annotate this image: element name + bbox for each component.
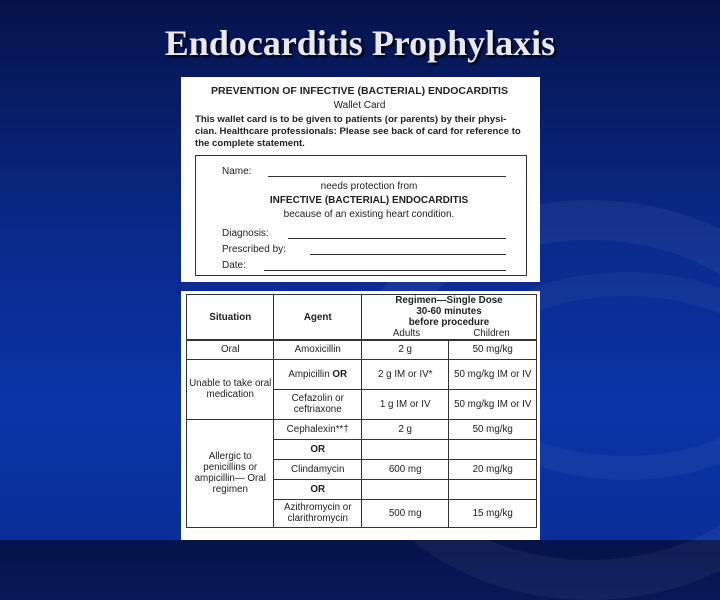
header-situation: Situation — [187, 295, 274, 341]
dose-children-amoxicillin: 50 mg/kg — [449, 340, 537, 359]
situation-allergic: Allergic to penicillins or ampicillin— Oral regimen — [187, 419, 274, 527]
ampicillin-name: Ampicillin — [288, 368, 330, 380]
dose-adults-azithromycin: 500 mg — [361, 499, 448, 527]
dose-children-clindamycin: 20 mg/kg — [449, 459, 537, 479]
card-form-box — [195, 155, 527, 276]
dose-children-cephalexin: 50 mg/kg — [449, 419, 537, 439]
header-agent: Agent — [274, 295, 361, 341]
header-regimen — [361, 295, 536, 341]
empty-cell — [449, 439, 537, 459]
header-adults: Adults — [392, 328, 421, 339]
regimen-table — [186, 294, 537, 528]
regimen-table-panel — [181, 291, 540, 540]
slide-title: Endocarditis Prophylaxis — [164, 23, 556, 63]
card-note: This wallet card is to be given to patients (or parents) by their physi-cian. Healthcare professionals: Please see back of card for reference to the complete statement. — [195, 114, 521, 149]
dose-children-azithromycin: 15 mg/kg — [449, 499, 537, 527]
dose-adults-cephalexin: 2 g — [361, 419, 448, 439]
header-timing-2: before procedure — [408, 317, 490, 328]
empty-cell — [361, 479, 448, 499]
agent-ampicillin — [274, 359, 361, 389]
dose-adults-clindamycin: 600 mg — [361, 459, 448, 479]
empty-cell — [449, 479, 537, 499]
or-separator-2: OR — [274, 479, 361, 499]
name-line — [222, 164, 516, 180]
situation-oral: Oral — [187, 340, 274, 359]
agent-amoxicillin: Amoxicillin — [274, 340, 361, 359]
header-timing-1: 30-60 minutes — [416, 306, 482, 317]
wallet-card — [181, 77, 540, 282]
date-line — [222, 258, 516, 274]
situation-unable: Unable to take oral medication — [187, 359, 274, 419]
needs-protection: needs protection from — [320, 181, 418, 192]
because-text: because of an existing heart condition. — [283, 209, 455, 220]
date-label: Date: — [222, 260, 246, 271]
header-regimen-title: Regimen—Single Dose — [395, 295, 503, 306]
card-heading: PREVENTION OF INFECTIVE (BACTERIAL) ENDOCARDITIS — [211, 85, 508, 97]
table-header-row — [187, 295, 537, 341]
name-label: Name: — [222, 166, 252, 177]
agent-cefazolin: Cefazolin or ceftriaxone — [274, 389, 361, 419]
agent-cephalexin: Cephalexin**† — [274, 419, 361, 439]
dose-adults-amoxicillin: 2 g — [361, 340, 448, 359]
card-subheading: Wallet Card — [333, 100, 386, 111]
ampicillin-or: OR — [332, 368, 348, 380]
prescribed-blank — [310, 254, 506, 255]
prescribed-line — [222, 242, 516, 258]
table-row — [187, 359, 537, 389]
condition-text: INFECTIVE (BACTERIAL) ENDOCARDITIS — [269, 195, 469, 206]
or-separator-1: OR — [274, 439, 361, 459]
date-blank — [264, 270, 506, 271]
table-row — [187, 340, 537, 359]
dose-adults-ampicillin: 2 g IM or IV* — [361, 359, 448, 389]
header-age-columns — [364, 328, 534, 339]
diagnosis-blank — [288, 238, 506, 239]
table-row — [187, 419, 537, 439]
diagnosis-line — [222, 226, 516, 242]
empty-cell — [361, 439, 448, 459]
agent-azithromycin: Azithromycin or clarithromycin — [274, 499, 361, 527]
name-blank — [268, 176, 506, 177]
dose-adults-cefazolin: 1 g IM or IV — [361, 389, 448, 419]
dose-children-cefazolin: 50 mg/kg IM or IV — [449, 389, 537, 419]
prescribed-label: Prescribed by: — [222, 244, 286, 255]
diagnosis-label: Diagnosis: — [222, 228, 269, 239]
dose-children-ampicillin: 50 mg/kg IM or IV — [449, 359, 537, 389]
agent-clindamycin: Clindamycin — [274, 459, 361, 479]
header-children: Children — [473, 328, 510, 339]
